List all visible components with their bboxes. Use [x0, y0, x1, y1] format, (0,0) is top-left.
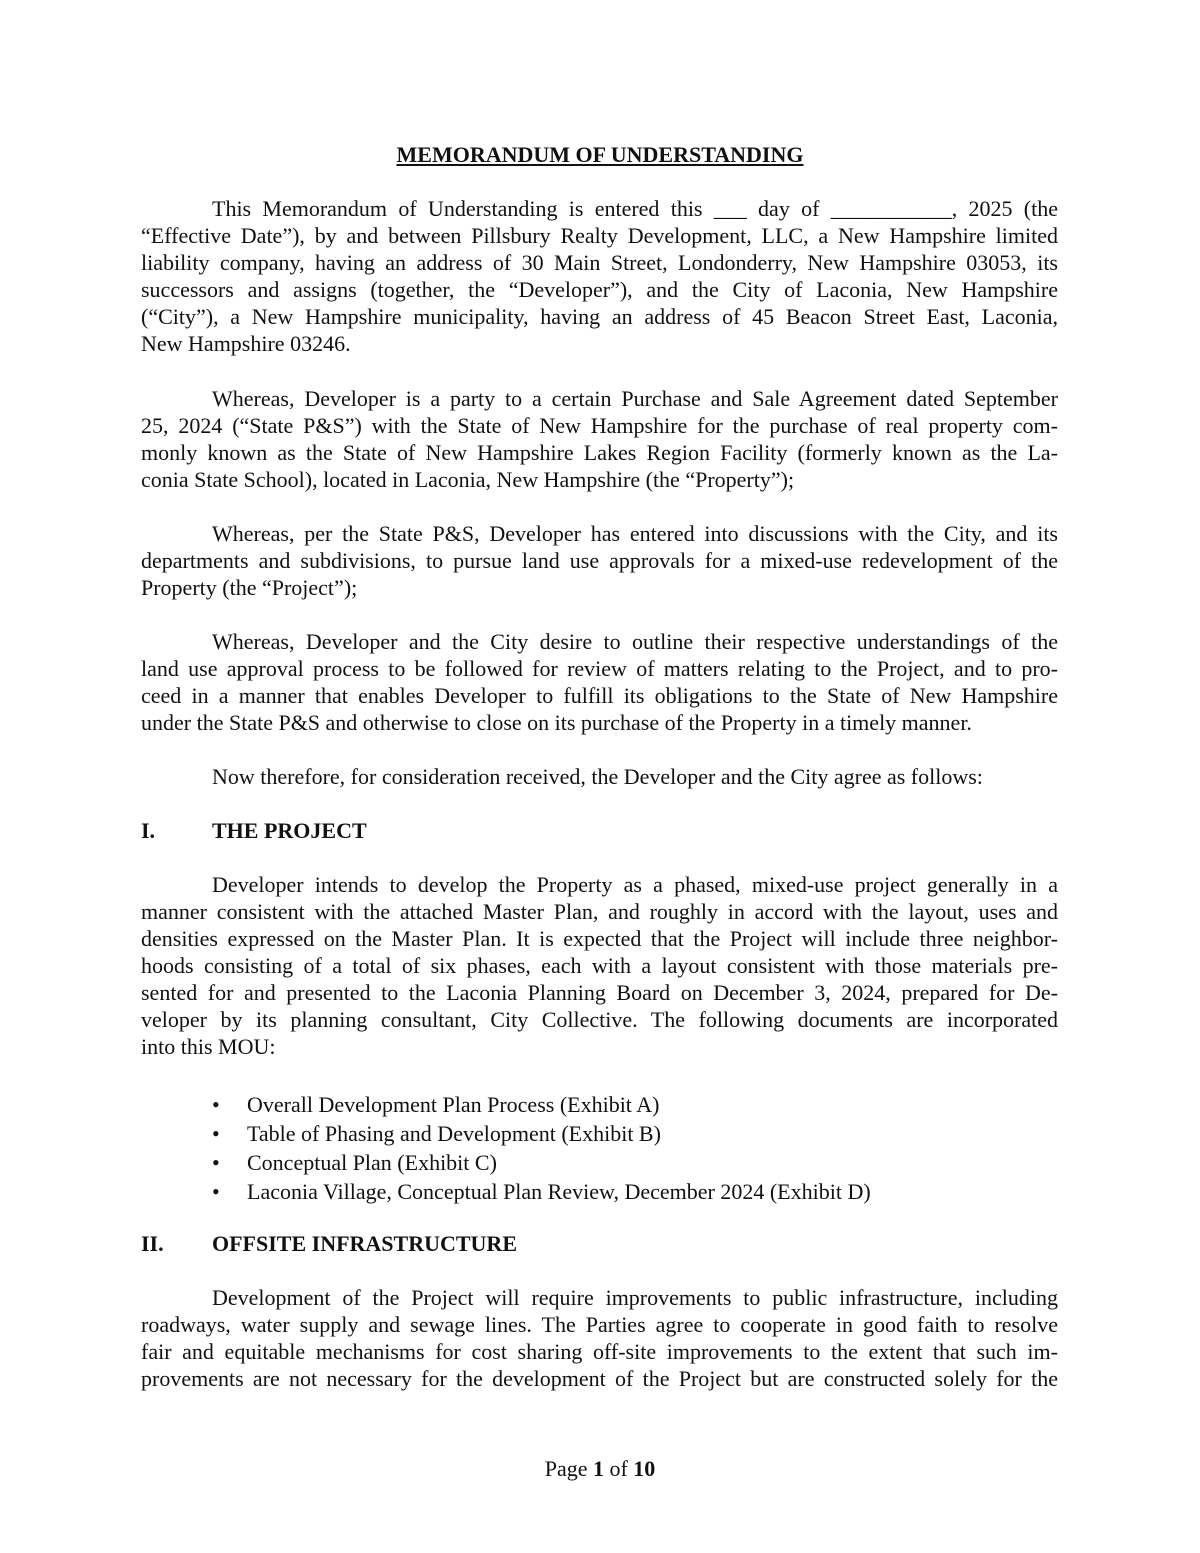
bullet-icon: •: [212, 1150, 220, 1175]
text-line: hoods consisting of a total of six phases, each with a layout consistent with those materials pre-: [141, 953, 1058, 978]
section-title: THE PROJECT: [212, 818, 367, 843]
section-number: II.: [141, 1231, 164, 1256]
text-line: departments and subdivisions, to pursue land use approvals for a mixed-use redevelopment of the: [141, 548, 1058, 573]
text-line: densities expressed on the Master Plan. It is expected that the Project will include three neighbor-: [141, 926, 1058, 951]
text-line: ceed in a manner that enables Developer to fulfill its obligations to the State of New Hampshire: [141, 683, 1058, 708]
list-item-text: Overall Development Plan Process (Exhibit A): [247, 1092, 660, 1117]
list-item-text: Conceptual Plan (Exhibit C): [247, 1150, 497, 1175]
list-item-text: Table of Phasing and Development (Exhibit B): [247, 1121, 661, 1146]
page-total: 10: [633, 1456, 656, 1481]
list-item: [212, 1148, 871, 1177]
text-line: 25, 2024 (“State P&S”) with the State of New Hampshire for the purchase of real property com-: [141, 413, 1058, 438]
section-heading-project: [141, 817, 367, 844]
of-label: of: [609, 1456, 628, 1481]
text-line: provements are not necessary for the development of the Project but are constructed solely for the: [141, 1366, 1058, 1391]
text-line: Development of the Project will require improvements to public infrastructure, including: [212, 1285, 1058, 1310]
text-line: under the State P&S and otherwise to close on its purchase of the Property in a timely manner.: [141, 710, 972, 735]
paragraph-whereas-2: [141, 520, 1058, 601]
text-line: into this MOU:: [141, 1034, 276, 1059]
text-line: conia State School), located in Laconia, New Hampshire (the “Property”);: [141, 467, 795, 492]
paragraph-project: [141, 871, 1058, 1060]
text-line: fair and equitable mechanisms for cost sharing off-site improvements to the extent that such im-: [141, 1339, 1058, 1364]
section-number: I.: [141, 818, 156, 843]
text-line: successors and assigns (together, the “Developer”), and the City of Laconia, New Hampshire: [141, 277, 1058, 302]
list-item-text: Laconia Village, Conceptual Plan Review, December 2024 (Exhibit D): [247, 1179, 871, 1204]
text-line: veloper by its planning consultant, City Collective. The following documents are incorporated: [141, 1007, 1058, 1032]
text-line: land use approval process to be followed for review of matters relating to the Project, and to pro-: [141, 656, 1058, 681]
text-line: Property (the “Project”);: [141, 575, 358, 600]
page-label: Page: [544, 1456, 588, 1481]
section-title: OFFSITE INFRASTRUCTURE: [212, 1231, 517, 1256]
text-line: roadways, water supply and sewage lines. The Parties agree to cooperate in good faith to resolve: [141, 1312, 1058, 1337]
text-line: Whereas, per the State P&S, Developer has entered into discussions with the City, and its: [212, 521, 1058, 546]
list-item: [212, 1119, 871, 1148]
text-line: manner consistent with the attached Master Plan, and roughly in accord with the layout, uses and: [141, 899, 1058, 924]
bullet-icon: •: [212, 1179, 220, 1204]
paragraph-whereas-3: [141, 628, 1058, 736]
section-heading-offsite-infrastructure: [141, 1230, 517, 1257]
text-line: “Effective Date”), by and between Pillsbury Realty Development, LLC, a New Hampshire limited: [141, 223, 1058, 248]
text-line: monly known as the State of New Hampshire Lakes Region Facility (formerly known as the La-: [141, 440, 1058, 465]
text-line: Developer intends to develop the Property as a phased, mixed-use project generally in a: [212, 872, 1058, 897]
text-line: This Memorandum of Understanding is entered this ___ day of ___________, 2025 (the: [212, 196, 1058, 221]
paragraph-now-therefore: [141, 763, 1058, 790]
page-number: 1: [592, 1456, 604, 1481]
document-title: MEMORANDUM OF UNDERSTANDING: [396, 142, 804, 167]
paragraph-intro: [141, 195, 1058, 357]
text-line: (“City”), a New Hampshire municipality, having an address of 45 Beacon Street East, Laconia,: [141, 304, 1058, 329]
paragraph-infrastructure: [141, 1284, 1058, 1392]
paragraph-whereas-1: [141, 385, 1058, 493]
text-line: New Hampshire 03246.: [141, 331, 351, 356]
bullet-icon: •: [212, 1092, 220, 1117]
text-line: Now therefore, for consideration received, the Developer and the City agree as follows:: [212, 764, 983, 789]
bullet-icon: •: [212, 1121, 220, 1146]
text-line: liability company, having an address of 30 Main Street, Londonderry, New Hampshire 03053, its: [141, 250, 1058, 275]
exhibit-list: [212, 1090, 871, 1206]
text-line: sented for and presented to the Laconia Planning Board on December 3, 2024, prepared for De-: [141, 980, 1058, 1005]
list-item: [212, 1177, 871, 1206]
text-line: Whereas, Developer and the City desire to outline their respective understandings of the: [212, 629, 1058, 654]
text-line: Whereas, Developer is a party to a certain Purchase and Sale Agreement dated September: [212, 386, 1058, 411]
list-item: [212, 1090, 871, 1119]
page-footer: [0, 1455, 1200, 1482]
